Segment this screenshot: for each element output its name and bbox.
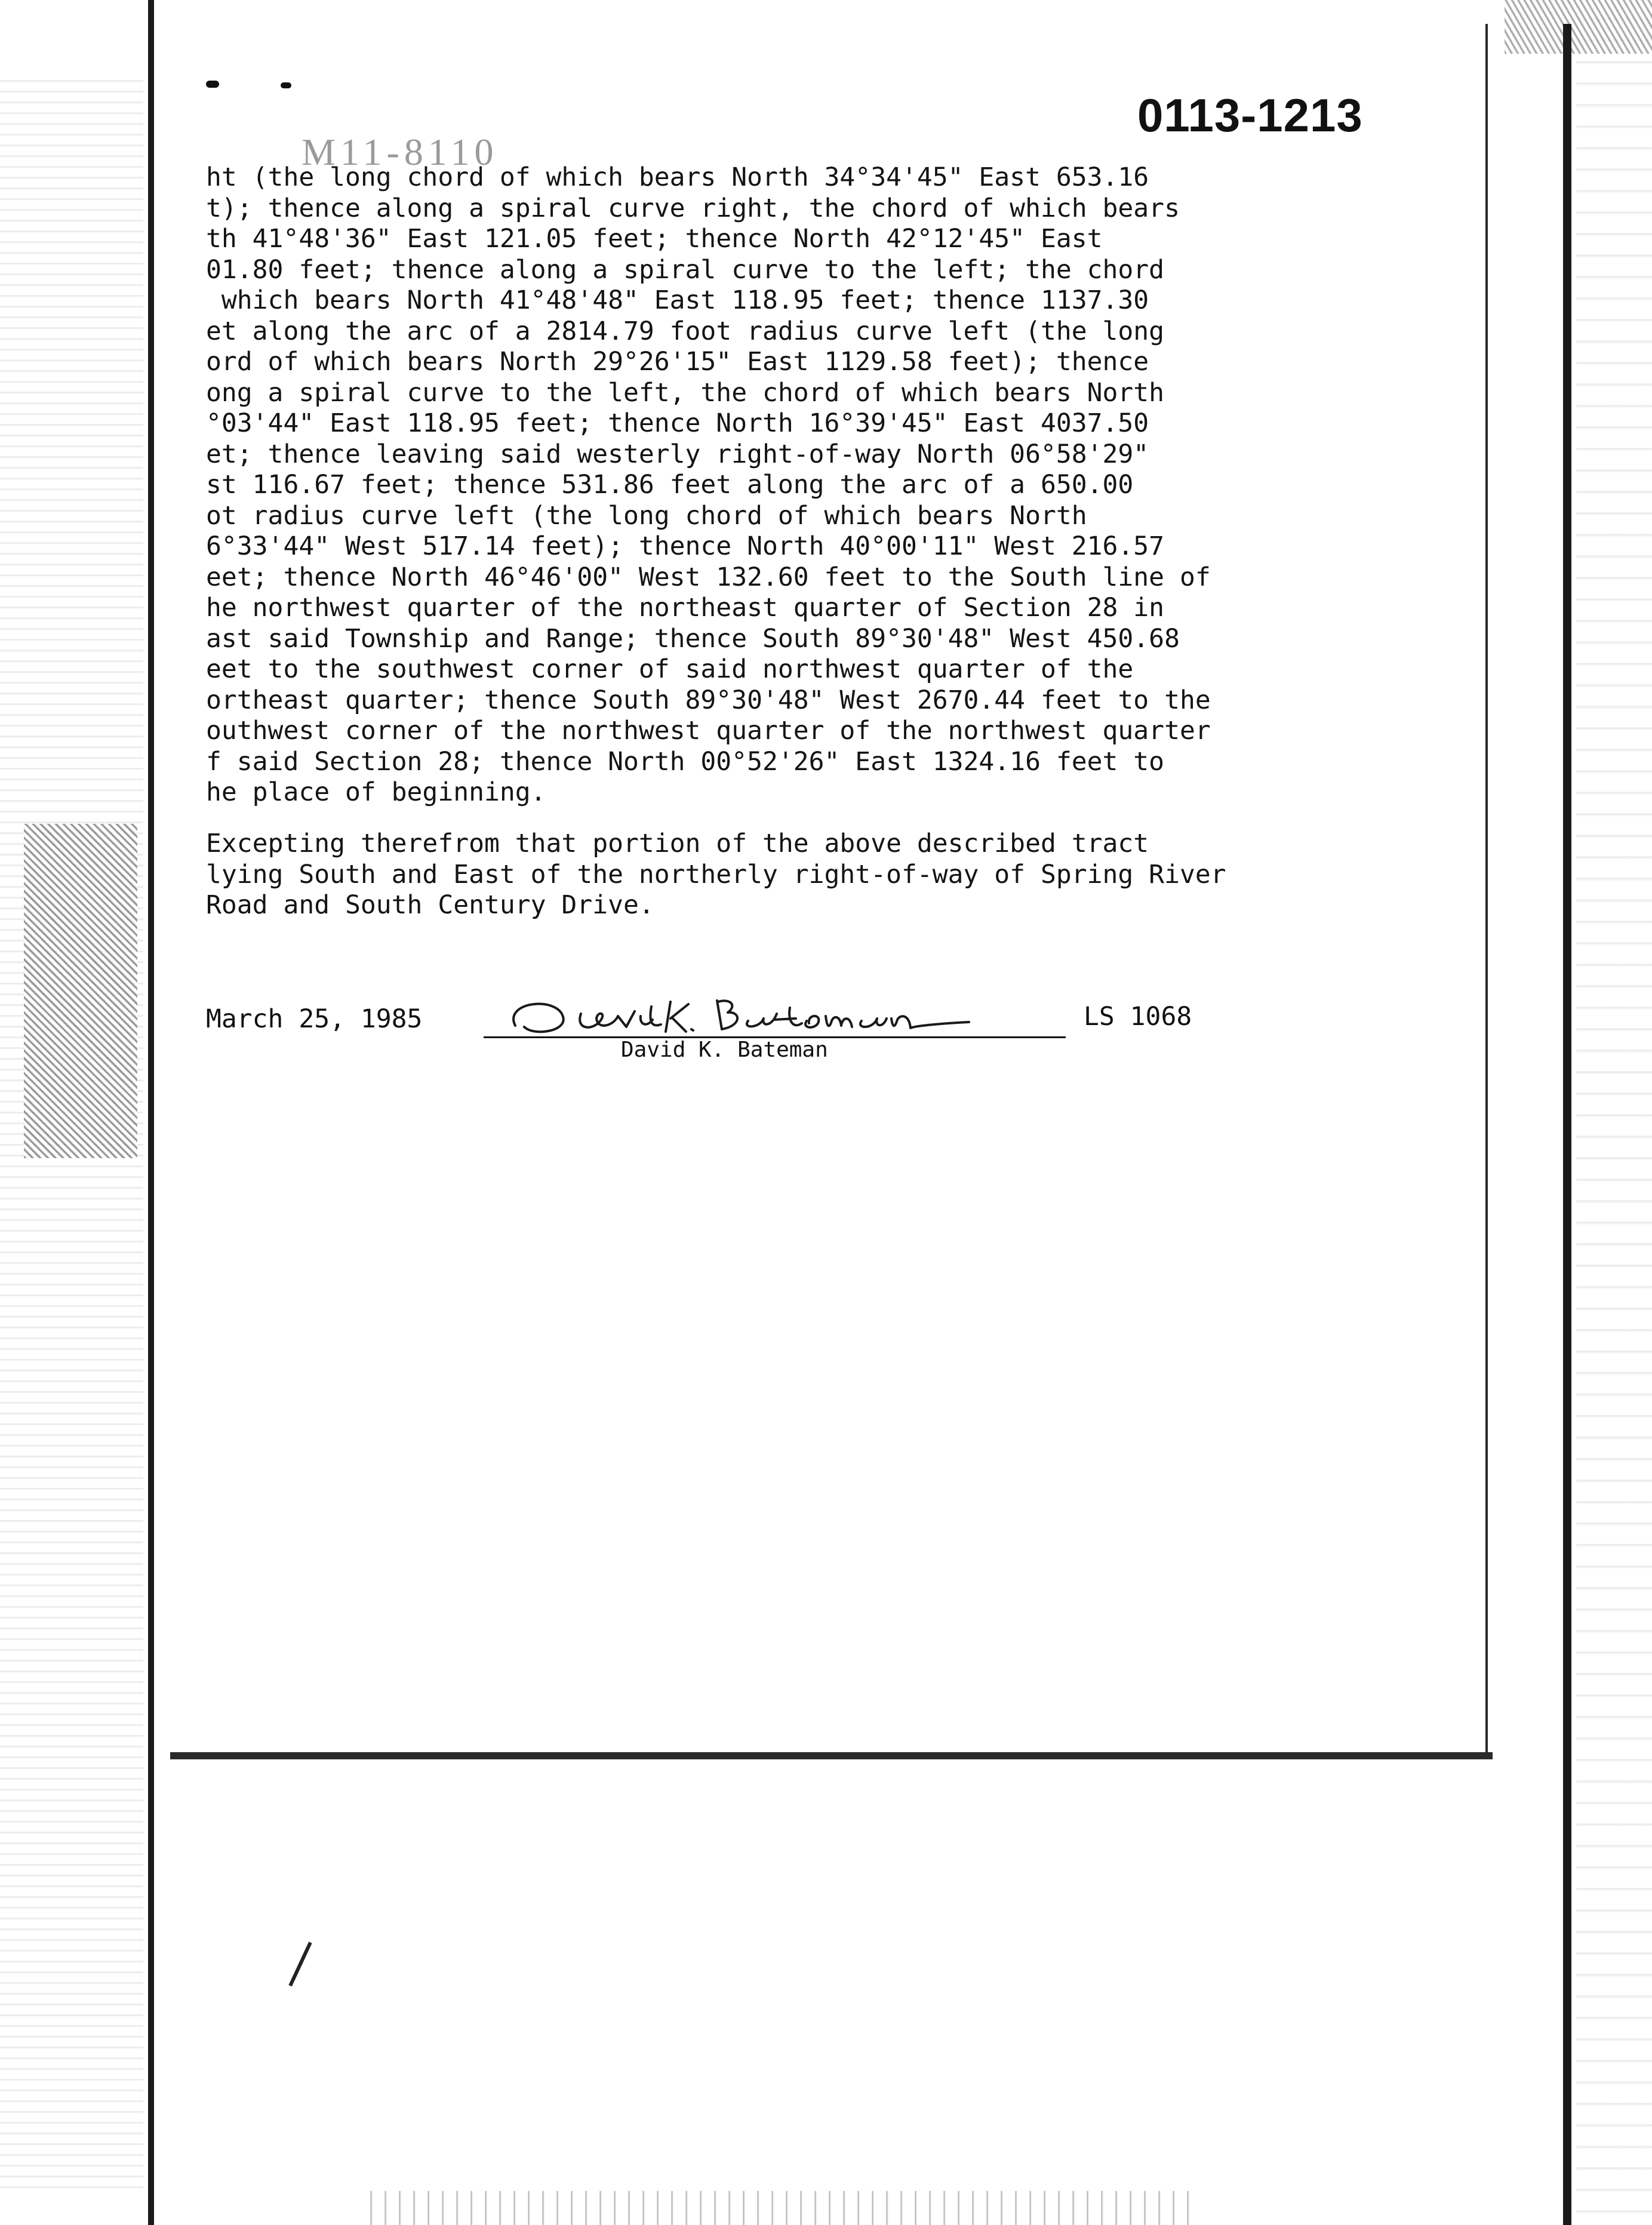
text-line: et; thence leaving said westerly right-of-way North 06°58'29" [206,439,1149,469]
scan-noise-bottom [358,2191,1194,2225]
document-number: 0113-1213 [1137,89,1363,141]
license-number: LS 1068 [1084,1002,1192,1032]
excepting-clause [206,829,1424,921]
text-line: lying South and East of the northerly right-of-way of Spring River [206,859,1226,890]
text-line: Road and South Century Drive. [206,890,654,920]
text-line: Excepting therefrom that portion of the above described tract [206,829,1149,858]
text-line: eet; thence North 46°46'00" West 132.60 feet to the South line of [206,562,1211,592]
page-edge-bottom [170,1752,1493,1759]
text-line: st 116.67 feet; thence 531.86 feet along the arc of a 650.00 [206,470,1134,500]
text-line: ong a spiral curve to the left, the chord of which bears North [206,377,1165,408]
text-line: et along the arc of a 2814.79 foot radius curve left (the long [206,316,1165,346]
text-line: which bears North 41°48'48" East 118.95 feet; thence 1137.30 [206,285,1149,315]
scan-noise-top-right [1505,0,1652,54]
stray-ink-dot [206,81,219,88]
stray-ink-dot [281,82,291,88]
text-line: ot radius curve left (the long chord of which bears North [206,500,1087,531]
text-line: outhwest corner of the northwest quarter of the northwest quarter [206,716,1211,746]
text-line: f said Section 28; thence North 00°52'26" East 1324.16 feet to [206,746,1165,777]
signature-block [206,990,1460,1073]
text-line: ord of which bears North 29°26'15" East 1129.58 feet); thence [206,347,1149,377]
signature-date: March 25, 1985 [206,1004,423,1034]
text-line: 6°33'44" West 517.14 feet); thence North 40°00'11" West 216.57 [206,531,1165,561]
page-edge-left [148,0,154,2225]
scan-noise-dark-patch [24,824,137,1158]
text-line: eet to the southwest corner of said northwest quarter of the [206,654,1134,684]
text-line: th 41°48'36" East 121.05 feet; thence North 42°12'45" East [206,224,1103,254]
text-line: °03'44" East 118.95 feet; thence North 16°39'45" East 4037.50 [206,408,1149,438]
text-line: 01.80 feet; thence along a spiral curve to the left; the chord [206,254,1165,285]
text-line: ht (the long chord of which bears North 34°34'45" East 653.16 [206,162,1149,192]
text-line: he northwest quarter of the northeast quarter of Section 28 in [206,593,1165,623]
text-line: t); thence along a spiral curve right, the chord of which bears [206,193,1180,223]
legal-description [206,162,1424,808]
page-edge-right [1563,24,1571,2225]
scan-noise-right [1576,0,1652,2225]
handwritten-signature [491,990,981,1044]
text-line: ast said Township and Range; thence South 89°30'48" West 450.68 [206,623,1180,654]
faded-stamp: M11-8110 [302,131,499,173]
stray-pen-mark [288,1941,312,1986]
text-line: he place of beginning. [206,777,546,807]
page-edge-right-inner [1485,24,1488,1755]
signature-printed-name: David K. Bateman [621,1038,828,1062]
text-line: ortheast quarter; thence South 89°30'48" West 2670.44 feet to the [206,685,1211,715]
